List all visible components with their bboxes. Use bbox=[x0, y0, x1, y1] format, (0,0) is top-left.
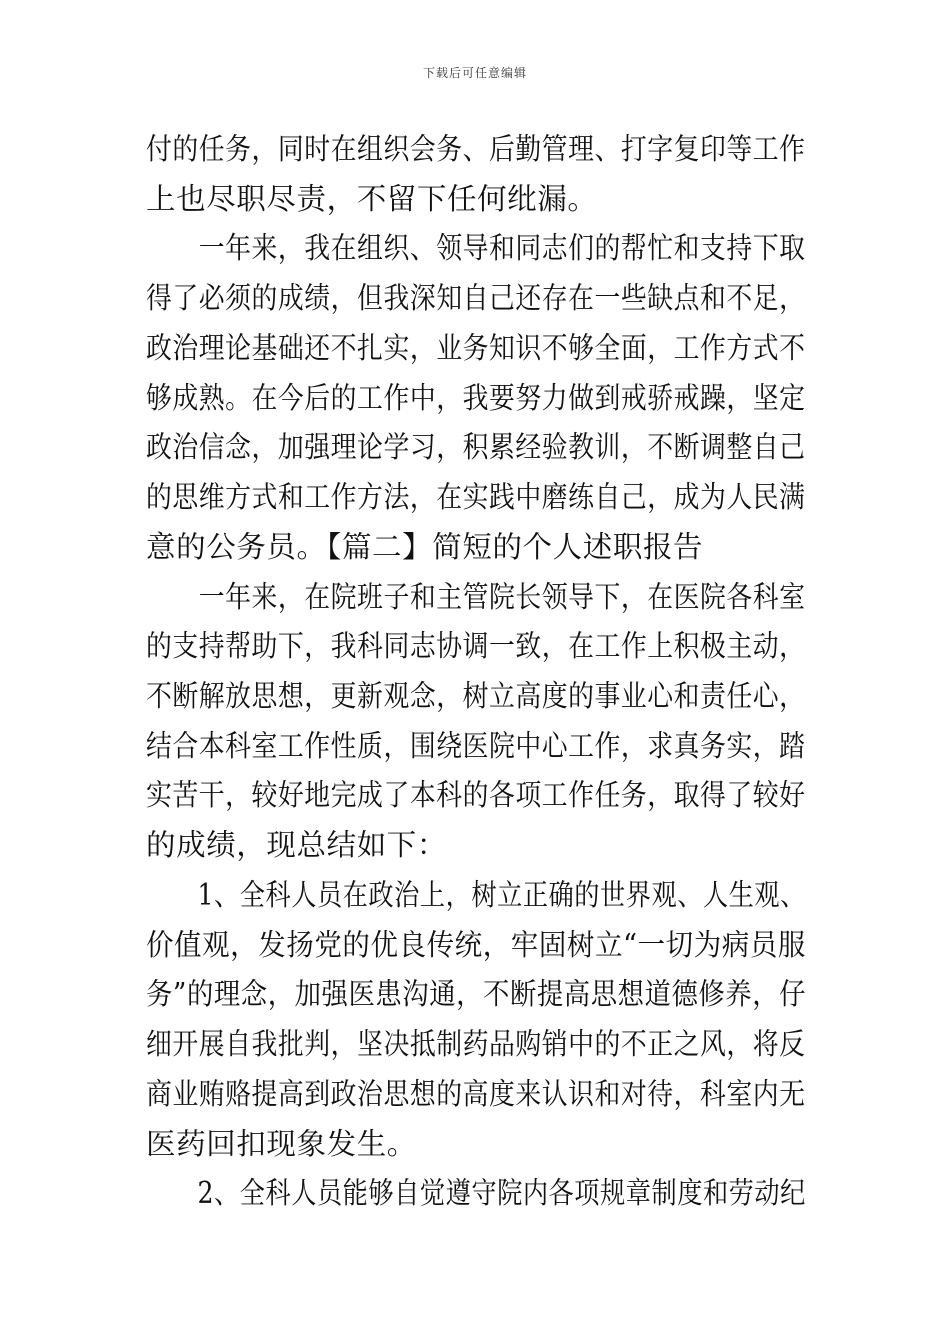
text-line: 政治理论基础还不扎实，业务知识不够全面，工作方式不 bbox=[146, 331, 806, 365]
text-line: 够成熟。在今后的工作中，我要努力做到戒骄戒躁，坚定 bbox=[146, 381, 806, 415]
text-line: 的成绩，现总结如下： bbox=[146, 828, 448, 862]
page-header: 下载后可任意编辑 bbox=[422, 66, 527, 80]
text-line: 得了必须的成绩，但我深知自己还存在一些缺点和不足， bbox=[146, 281, 806, 315]
text-line: 一年来，我在组织、领导和同志们的帮忙和支持下取 bbox=[146, 231, 806, 265]
text-line: 意的公务员。【篇二】简短的个人述职报告 bbox=[146, 530, 704, 564]
text-line: 1、全科人员在政治上，树立正确的世界观、人生观、 bbox=[146, 878, 806, 912]
text-line: 商业贿赂提高到政治思想的高度来认识和对待，科室内无 bbox=[146, 1077, 806, 1111]
text-line: 不断解放思想，更新观念，树立高度的事业心和责任心， bbox=[146, 679, 806, 713]
text-line: 结合本科室工作性质，围绕医院中心工作，求真务实，踏 bbox=[146, 729, 806, 763]
text-line: 付的任务，同时在组织会务、后勤管理、打字复印等工作 bbox=[146, 132, 806, 166]
text-line: 价值观，发扬党的优良传统，牢固树立“一切为病员服 bbox=[146, 928, 806, 962]
text-line: 务”的理念，加强医患沟通，不断提高思想道德修养，仔 bbox=[146, 977, 807, 1011]
text-line: 的思维方式和工作方法，在实践中磨练自己，成为人民满 bbox=[146, 480, 806, 514]
text-line: 细开展自我批判，坚决抵制药品购销中的不正之风，将反 bbox=[146, 1027, 806, 1061]
text-line: 实苦干，较好地完成了本科的各项工作任务，取得了较好 bbox=[146, 778, 806, 812]
text-line: 医药回扣现象发生。 bbox=[146, 1127, 417, 1161]
text-line: 的支持帮助下，我科同志协调一致，在工作上积极主动， bbox=[146, 629, 806, 663]
text-line: 一年来，在院班子和主管院长领导下，在医院各科室 bbox=[146, 580, 806, 614]
text-line: 2、全科人员能够自觉遵守院内各项规章制度和劳动纪 bbox=[146, 1176, 806, 1210]
text-line: 上也尽职尽责，不留下任何纰漏。 bbox=[146, 182, 598, 216]
text-line: 政治信念，加强理论学习，积累经验教训，不断调整自己 bbox=[146, 430, 806, 464]
